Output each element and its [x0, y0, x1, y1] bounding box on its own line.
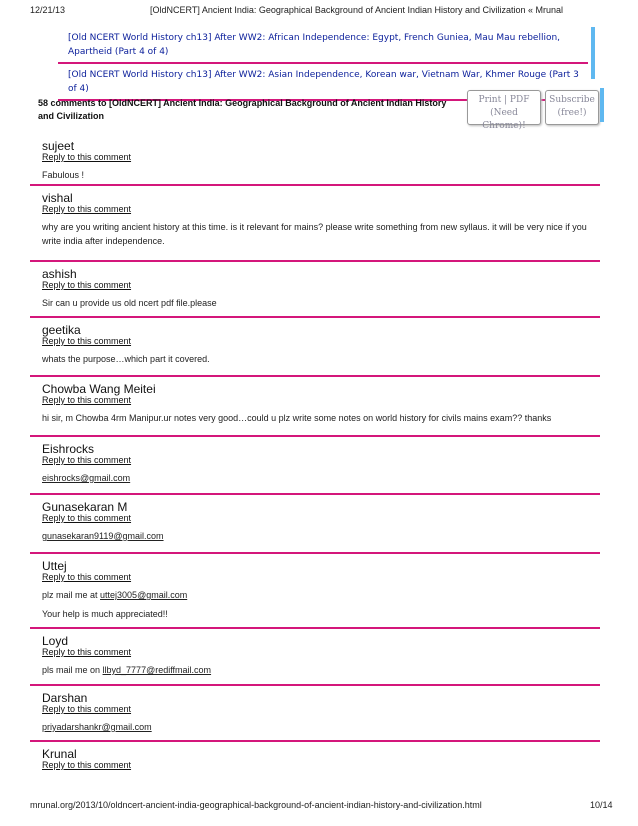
comment — [30, 495, 600, 554]
print-button-sublabel: (Need Chrome)! — [482, 108, 526, 131]
comment — [30, 262, 600, 318]
comments-heading: 58 comments to [OldNCERT] Ancient India: Geographical Background of Ancient Indian History and Civilization — [38, 98, 447, 121]
email-link[interactable]: eishrocks@gmail.com — [42, 473, 131, 483]
comment — [30, 134, 600, 186]
comment-author: Gunasekaran M — [42, 500, 128, 514]
comment-author: Krunal — [42, 747, 77, 761]
reply-link[interactable]: Reply to this comment — [42, 152, 132, 162]
email-link[interactable]: gunasekaran9119@gmail.com — [42, 531, 164, 541]
comment — [30, 318, 600, 377]
related-post-link[interactable]: [Old NCERT World History ch13] After WW2: African Independence: Egypt, French Guniea, Mau Mau rebellion, Apartheid (Part 4 of 4) — [58, 27, 588, 64]
comment-body: whats the purpose…which part it covered. — [42, 354, 210, 364]
page-number: 10/14 — [590, 800, 613, 810]
comment-body — [42, 663, 592, 677]
reply-link[interactable]: Reply to this comment — [42, 455, 132, 465]
email-link[interactable]: priyadarshankr@gmail.com — [42, 722, 152, 732]
reply-link[interactable]: Reply to this comment — [42, 204, 132, 214]
comment-text: pls mail me on — [42, 665, 103, 675]
comment — [30, 437, 600, 495]
comment-body: Fabulous ! — [42, 170, 85, 180]
comment-body — [42, 588, 592, 621]
comment — [30, 629, 600, 686]
print-pdf-button[interactable] — [467, 90, 541, 131]
reply-link[interactable]: Reply to this comment — [42, 572, 132, 582]
related-post-link[interactable]: [Old NCERT World History ch13] After WW2: Asian Independence, Korean war, Vietnam War, Khmer Rouge (Part 3 of 4) — [58, 64, 588, 101]
comment-author: Eishrocks — [42, 442, 95, 456]
accent-bar — [591, 27, 595, 79]
print-button-label: Print | PDF — [478, 95, 530, 105]
comment — [30, 186, 600, 262]
comment-author: Uttej — [42, 559, 67, 573]
reply-link[interactable]: Reply to this comment — [42, 760, 132, 770]
comment-body: why are you writing ancient history at this time. is it relevant for mains? please write something from new syllaus. it will be very nice if you write india after independence. — [42, 222, 587, 246]
comment-text: Your help is much appreciated!! — [42, 609, 168, 619]
comment-author: geetika — [42, 323, 81, 337]
reply-link[interactable]: Reply to this comment — [42, 647, 132, 657]
subscribe-button[interactable] — [545, 90, 599, 125]
comment-body — [42, 720, 592, 734]
accent-bar — [600, 88, 604, 122]
reply-link[interactable]: Reply to this comment — [42, 513, 132, 523]
email-link[interactable]: llbyd_7777@rediffmail.com — [102, 665, 212, 675]
comment-author: Chowba Wang Meitei — [42, 382, 156, 396]
subscribe-button-sublabel: (free!) — [557, 108, 587, 118]
comment — [30, 554, 600, 629]
reply-link[interactable]: Reply to this comment — [42, 704, 132, 714]
comment-author: Loyd — [42, 634, 69, 648]
print-date: 12/21/13 — [30, 5, 66, 15]
reply-link[interactable]: Reply to this comment — [42, 280, 132, 290]
comment-author: ashish — [42, 267, 77, 281]
comment-body: hi sir, m Chowba 4rm Manipur.ur notes very good…could u plz write some notes on world history for civils mains exam?? thanks — [42, 413, 552, 423]
reply-link[interactable]: Reply to this comment — [42, 395, 132, 405]
page-url: mrunal.org/2013/10/oldncert-ancient-india-geographical-background-of-ancient-indian-history-and-civilization.html — [30, 800, 482, 810]
subscribe-button-label: Subscribe — [549, 95, 595, 105]
comment-author: vishal — [42, 191, 73, 205]
reply-link[interactable]: Reply to this comment — [42, 336, 132, 346]
related-posts — [58, 27, 588, 94]
comment — [30, 686, 600, 742]
comment-text: plz mail me at — [42, 590, 101, 600]
comment-author: sujeet — [42, 139, 75, 153]
comment — [30, 377, 600, 437]
print-page-title: [OldNCERT] Ancient India: Geographical Background of Ancient Indian History and Civilization « Mrunal — [150, 5, 564, 15]
comment-body: Sir can u provide us old ncert pdf file.please — [42, 298, 217, 308]
comment-body — [42, 471, 592, 485]
comment-list — [30, 134, 600, 782]
email-link[interactable]: uttej3005@gmail.com — [100, 590, 188, 600]
comment-body — [42, 529, 592, 543]
comment — [30, 742, 600, 782]
comment-author: Darshan — [42, 691, 88, 705]
